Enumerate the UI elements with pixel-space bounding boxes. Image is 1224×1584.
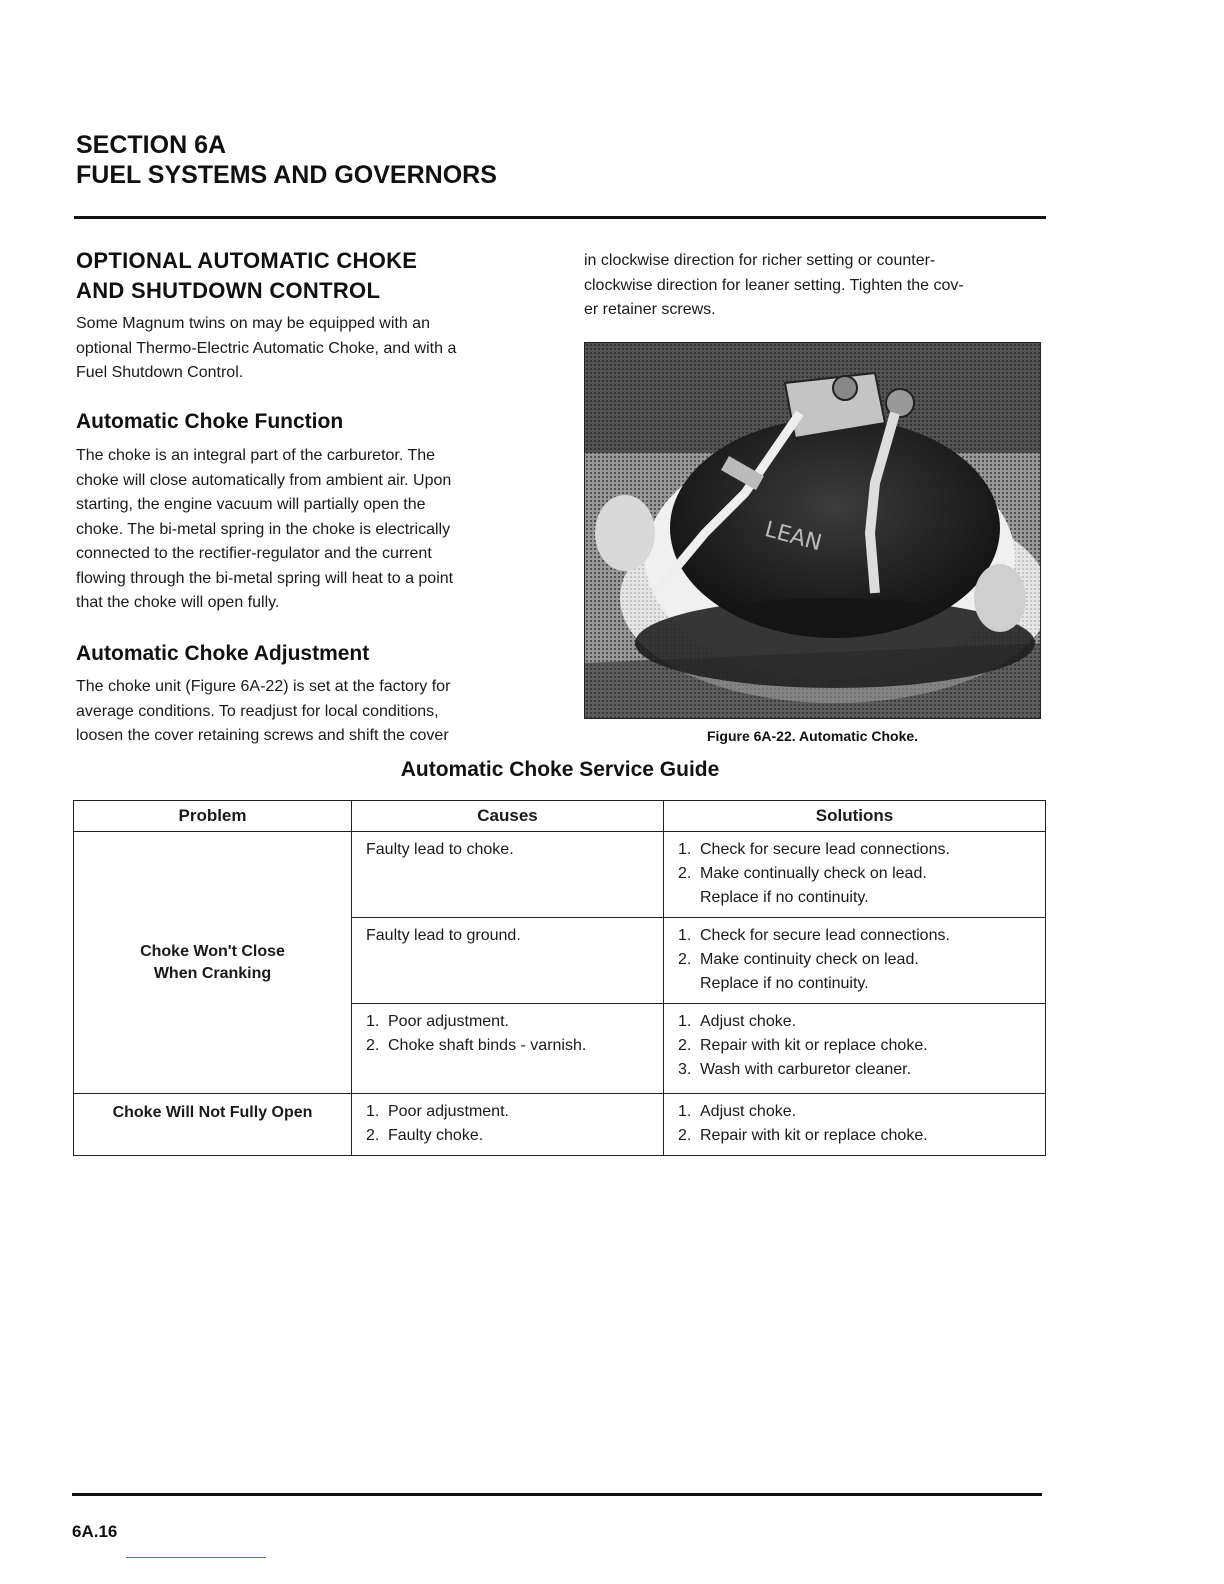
list-item: 1. Poor adjustment. [366, 1013, 509, 1030]
table-title: Automatic Choke Service Guide [400, 758, 720, 781]
cause-cell [352, 918, 664, 1004]
table-header-row [74, 801, 1046, 832]
function-paragraph [76, 444, 546, 616]
cause-text: Faulty lead to ground. [366, 927, 521, 944]
problem-cell [74, 832, 352, 1094]
intro-paragraph [76, 312, 546, 386]
text-line: in clockwise direction for richer setting or counter- [584, 252, 936, 269]
solution-cell [664, 1004, 1046, 1094]
text-line: choke. The bi-metal spring in the choke is electrically [76, 520, 451, 538]
text-line: The choke unit (Figure 6A-22) is set at the factory for [76, 678, 451, 695]
cause-cell [352, 1004, 664, 1094]
text-line: choke will close automatically from ambient air. Upon [76, 471, 452, 489]
list-item: Replace if no continuity. [700, 889, 869, 906]
choke-photo [584, 342, 1041, 719]
intro-heading-line1: OPTIONAL AUTOMATIC CHOKE [76, 248, 418, 273]
photo-text: LEAN [762, 517, 825, 557]
cause-cell [352, 832, 664, 918]
adjustment-paragraph [76, 675, 546, 749]
header-causes: Causes [352, 801, 664, 832]
text-line: The choke is an integral part of the carburetor. The [76, 447, 436, 464]
solution-cell [664, 918, 1046, 1004]
page-number: 6A.16 [72, 1522, 118, 1541]
text-line: er retainer screws. [584, 301, 716, 318]
figure-caption: Figure 6A-22. Automatic Choke. [706, 728, 919, 744]
list-item: 2. Repair with kit or replace choke. [678, 1127, 928, 1144]
cause-text: Faulty lead to choke. [366, 841, 514, 858]
cause-cell [352, 1094, 664, 1156]
choke-photo-illustration [585, 343, 1041, 719]
list-item: 2. Repair with kit or replace choke. [678, 1037, 928, 1054]
text-line: average conditions. To readjust for local conditions, [76, 702, 439, 720]
table-row [74, 832, 1046, 918]
intro-heading [76, 246, 546, 306]
text-line: clockwise direction for leaner setting. Tighten the cov- [584, 276, 964, 294]
list-item: 1. Adjust choke. [678, 1103, 797, 1120]
problem-cell [74, 1094, 352, 1156]
table-row [74, 1094, 1046, 1156]
function-heading: Automatic Choke Function [76, 410, 344, 433]
problem-line: When Cranking [153, 964, 272, 982]
list-item: 1. Poor adjustment. [366, 1103, 509, 1120]
problem-line: Choke Won't Close [140, 942, 285, 960]
footer-divider [72, 1493, 1042, 1496]
text-line: flowing through the bi-metal spring will heat to a point [76, 569, 454, 587]
text-line: loosen the cover retaining screws and shift the cover [76, 727, 449, 744]
text-line: that the choke will open fully. [76, 594, 280, 611]
solution-cell [664, 832, 1046, 918]
list-item: 3. Wash with carburetor cleaner. [678, 1061, 912, 1078]
header-divider [74, 216, 1046, 219]
list-item: 1. Check for secure lead connections. [678, 927, 950, 944]
list-item: 2. Make continuity check on lead. [678, 951, 919, 968]
list-item: 2. Faulty choke. [366, 1127, 484, 1144]
section-header [76, 130, 776, 190]
list-item: 1. Adjust choke. [678, 1013, 797, 1030]
adjustment-heading: Automatic Choke Adjustment [76, 642, 370, 665]
section-number: SECTION 6A [76, 131, 227, 159]
footer-mark [126, 1557, 266, 1558]
text-line: connected to the rectifier-regulator and the current [76, 545, 432, 562]
list-item: 2. Make continually check on lead. [678, 865, 927, 882]
intro-heading-line2: AND SHUTDOWN CONTROL [76, 278, 381, 303]
problem-line: Choke Will Not Fully Open [112, 1104, 313, 1121]
section-title: FUEL SYSTEMS AND GOVERNORS [76, 161, 497, 189]
list-item: Replace if no continuity. [700, 975, 869, 992]
text-line: Some Magnum twins on may be equipped with an [76, 315, 430, 332]
adjustment-continued [584, 249, 1054, 323]
text-line: starting, the engine vacuum will partially open the [76, 496, 426, 513]
list-item: 2. Choke shaft binds - varnish. [366, 1037, 587, 1054]
text-line: Fuel Shutdown Control. [76, 364, 244, 381]
solution-cell [664, 1094, 1046, 1156]
service-guide-table [73, 800, 1046, 1156]
header-solutions: Solutions [664, 801, 1046, 832]
text-line: optional Thermo-Electric Automatic Choke, and with a [76, 339, 457, 357]
list-item: 1. Check for secure lead connections. [678, 841, 950, 858]
header-problem: Problem [74, 801, 352, 832]
